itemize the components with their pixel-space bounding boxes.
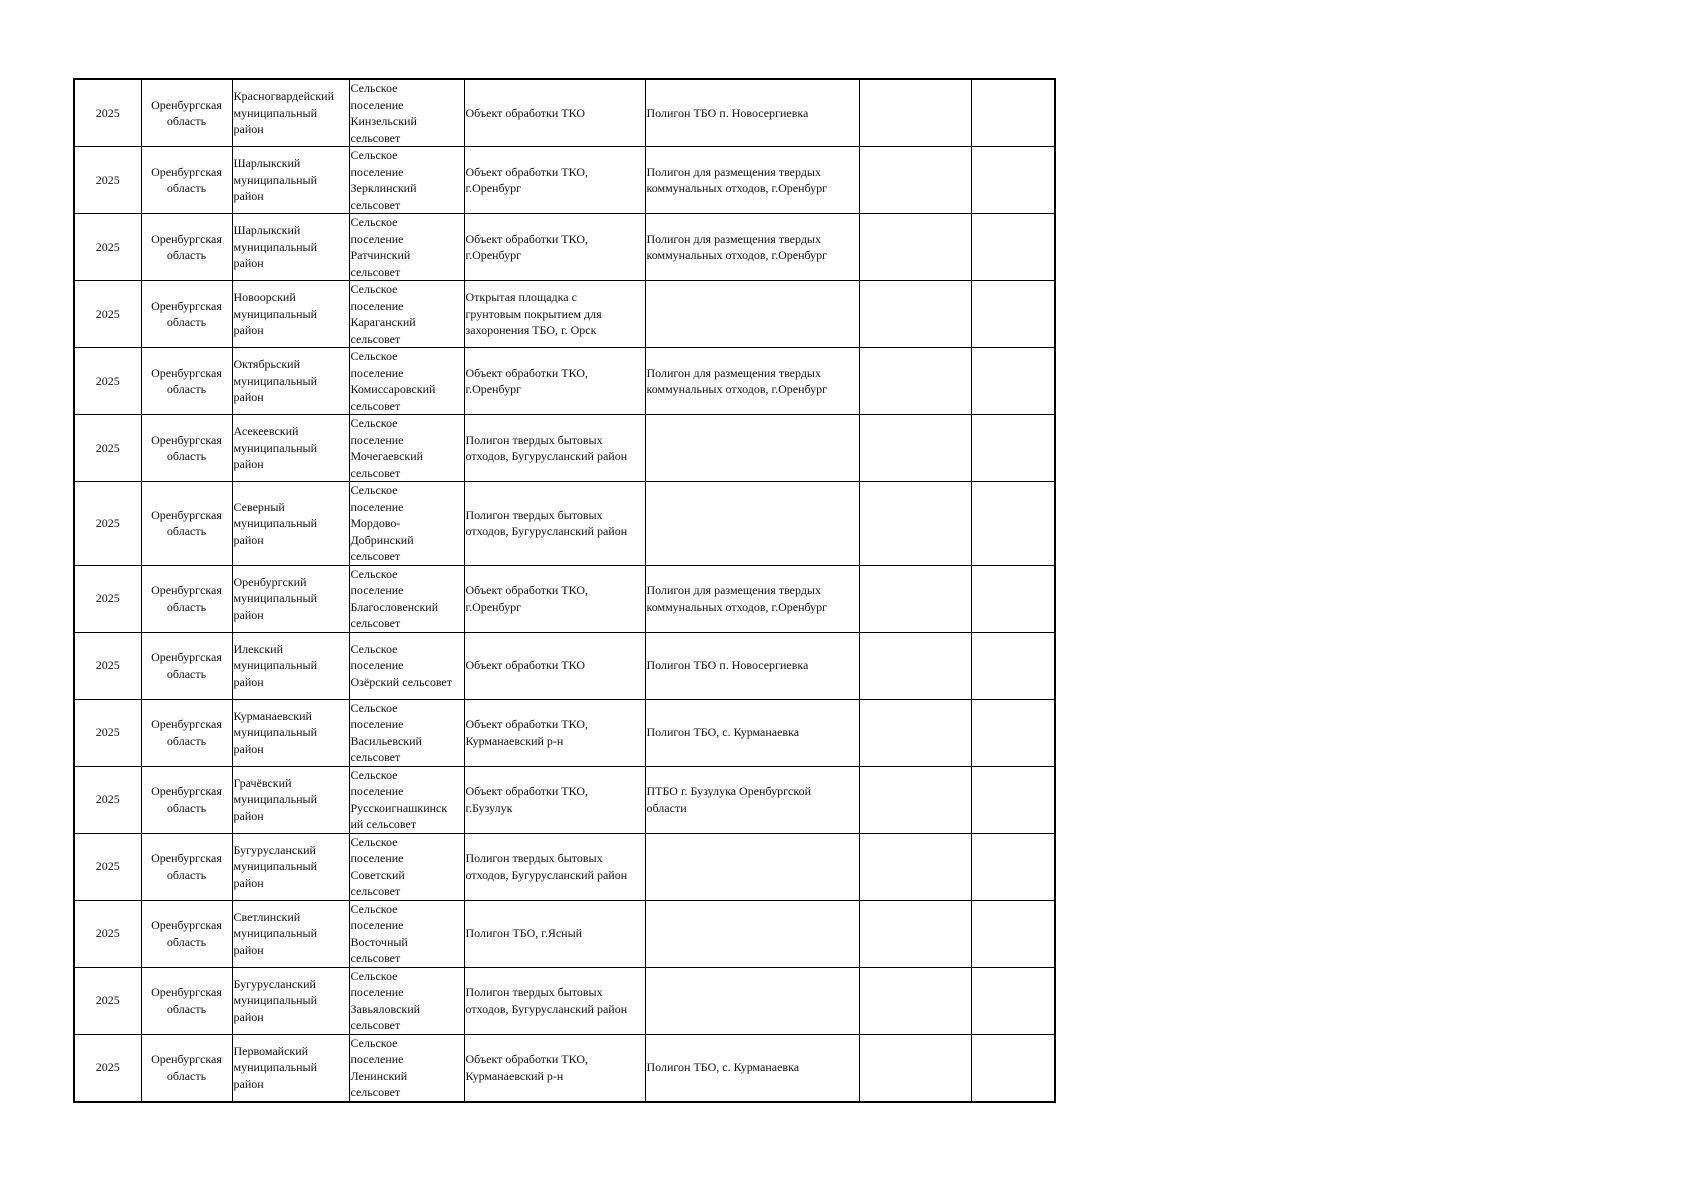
cell-district	[232, 281, 349, 348]
cell-landfill	[645, 967, 859, 1034]
cell-settlement-text: Сельское поселение Зерклинский сельсовет	[350, 148, 417, 212]
cell-region	[141, 967, 232, 1034]
cell-district-text: Оренбургский муниципальный район	[233, 574, 318, 622]
table-row	[74, 833, 1055, 900]
cell-region	[141, 348, 232, 415]
cell-facility	[464, 699, 645, 766]
cell-year-text: 2025	[95, 373, 120, 388]
cell-region-text: Оренбургская область	[151, 784, 222, 815]
cell-empty-8	[971, 699, 1055, 766]
cell-empty-8	[971, 632, 1055, 699]
cell-year	[74, 565, 141, 632]
cell-year-text: 2025	[95, 1060, 120, 1075]
cell-district-text: Октябрьский муниципальный район	[233, 357, 318, 405]
cell-region-text: Оренбургская область	[151, 583, 222, 614]
cell-facility	[464, 565, 645, 632]
cell-district-text: Курманаевский муниципальный район	[233, 708, 318, 756]
table-row	[74, 281, 1055, 348]
cell-district	[232, 1034, 349, 1102]
cell-facility	[464, 147, 645, 214]
cell-landfill	[645, 281, 859, 348]
cell-facility-text: Объект обработки ТКО, г.Оренбург	[465, 164, 588, 195]
cell-district	[232, 79, 349, 147]
table-row	[74, 967, 1055, 1034]
cell-landfill	[645, 348, 859, 415]
cell-empty-7	[859, 967, 971, 1034]
cell-region-text: Оренбургская область	[151, 97, 222, 128]
cell-year-text: 2025	[95, 172, 120, 187]
cell-empty-8	[971, 415, 1055, 482]
cell-district	[232, 967, 349, 1034]
cell-empty-7	[859, 565, 971, 632]
cell-year	[74, 348, 141, 415]
cell-year	[74, 147, 141, 214]
cell-landfill	[645, 766, 859, 833]
cell-year	[74, 699, 141, 766]
cell-empty-8	[971, 967, 1055, 1034]
cell-facility	[464, 482, 645, 566]
cell-year-text: 2025	[95, 926, 120, 941]
cell-settlement	[349, 833, 464, 900]
cell-empty-8	[971, 766, 1055, 833]
cell-settlement-text: Сельское поселение Комиссаровский сельсовет	[350, 349, 436, 413]
cell-landfill	[645, 699, 859, 766]
cell-region-text: Оренбургская область	[151, 164, 222, 195]
cell-region	[141, 147, 232, 214]
cell-district	[232, 766, 349, 833]
table-row	[74, 1034, 1055, 1102]
cell-year-text: 2025	[95, 306, 120, 321]
cell-landfill-text: Полигон для размещения твердых коммунальных отходов, г.Оренбург	[646, 583, 828, 614]
cell-district-text: Бугурусланский муниципальный район	[233, 842, 318, 890]
table-body	[74, 79, 1055, 1102]
cell-landfill	[645, 482, 859, 566]
cell-district	[232, 482, 349, 566]
cell-district-text: Бугурусланский муниципальный район	[233, 976, 318, 1024]
cell-facility	[464, 833, 645, 900]
cell-region	[141, 214, 232, 281]
cell-empty-8	[971, 348, 1055, 415]
cell-district-text: Асекеевский муниципальный район	[233, 424, 318, 472]
cell-year	[74, 900, 141, 967]
cell-district-text: Грачёвский муниципальный район	[233, 775, 318, 823]
cell-empty-7	[859, 281, 971, 348]
cell-district	[232, 147, 349, 214]
table-row	[74, 632, 1055, 699]
cell-year-text: 2025	[95, 725, 120, 740]
cell-empty-7	[859, 1034, 971, 1102]
cell-empty-7	[859, 766, 971, 833]
cell-settlement-text: Сельское поселение Васильевский сельсовет	[350, 700, 422, 764]
cell-year	[74, 1034, 141, 1102]
cell-region-text: Оренбургская область	[151, 365, 222, 396]
cell-settlement-text: Сельское поселение Советский сельсовет	[350, 834, 405, 898]
cell-year-text: 2025	[95, 440, 120, 455]
cell-year	[74, 482, 141, 566]
cell-settlement	[349, 766, 464, 833]
table-row	[74, 482, 1055, 566]
cell-landfill-text: Полигон ТБО п. Новосергиевка	[646, 658, 809, 673]
cell-empty-8	[971, 281, 1055, 348]
cell-empty-8	[971, 1034, 1055, 1102]
cell-facility	[464, 79, 645, 147]
cell-facility-text: Объект обработки ТКО, г.Оренбург	[465, 583, 588, 614]
cell-year	[74, 833, 141, 900]
cell-empty-8	[971, 482, 1055, 566]
cell-region-text: Оренбургская область	[151, 507, 222, 539]
cell-settlement-text: Сельское поселение Озёрский сельсовет	[350, 641, 452, 689]
cell-district	[232, 565, 349, 632]
cell-empty-8	[971, 147, 1055, 214]
cell-region	[141, 281, 232, 348]
cell-facility-text: Полигон твердых бытовых отходов, Бугурусланский район	[465, 985, 628, 1016]
cell-facility	[464, 1034, 645, 1102]
cell-landfill-text: Полигон ТБО п. Новосергиевка	[646, 105, 809, 120]
cell-facility-text: Объект обработки ТКО, г.Оренбург	[465, 365, 588, 396]
cell-facility-text: Объект обработки ТКО, Курманаевский р-н	[465, 1052, 588, 1083]
table-row	[74, 147, 1055, 214]
cell-facility-text: Объект обработки ТКО, Курманаевский р-н	[465, 717, 588, 748]
cell-empty-7	[859, 147, 971, 214]
cell-facility	[464, 967, 645, 1034]
cell-settlement	[349, 482, 464, 566]
cell-year-text: 2025	[95, 993, 120, 1008]
cell-region	[141, 1034, 232, 1102]
cell-settlement	[349, 147, 464, 214]
data-table	[73, 78, 1056, 1103]
cell-empty-8	[971, 214, 1055, 281]
cell-year-text: 2025	[95, 516, 120, 530]
cell-settlement	[349, 632, 464, 699]
cell-facility	[464, 214, 645, 281]
cell-year	[74, 632, 141, 699]
cell-landfill-text: Полигон для размещения твердых коммунальных отходов, г.Оренбург	[646, 164, 828, 195]
cell-landfill-text: Полигон для размещения твердых коммунальных отходов, г.Оренбург	[646, 365, 828, 396]
cell-facility-text: Открытая площадка с грунтовым покрытием для захоронения ТБО, г. Орск	[465, 290, 602, 338]
cell-district	[232, 415, 349, 482]
table-row	[74, 699, 1055, 766]
cell-settlement	[349, 699, 464, 766]
cell-year	[74, 766, 141, 833]
cell-district	[232, 699, 349, 766]
cell-region	[141, 833, 232, 900]
cell-facility-text: Полигон твердых бытовых отходов, Бугурусланский район	[465, 507, 628, 539]
cell-landfill-text: Полигон ТБО, с. Курманаевка	[646, 725, 800, 740]
cell-settlement-text: Сельское поселение Русскоигнашкинск ий сельсовет	[350, 767, 448, 831]
cell-settlement-text: Сельское поселение Мочегаевский сельсовет	[350, 416, 424, 480]
cell-year	[74, 415, 141, 482]
cell-district-text: Шарлыкский муниципальный район	[233, 156, 318, 204]
cell-landfill-text: Полигон для размещения твердых коммунальных отходов, г.Оренбург	[646, 231, 828, 262]
cell-settlement-text: Сельское поселение Завьяловский сельсовет	[350, 968, 421, 1032]
cell-settlement-text: Сельское поселение Караганский сельсовет	[350, 282, 416, 346]
cell-region-text: Оренбургская область	[151, 298, 222, 329]
table-row	[74, 565, 1055, 632]
cell-settlement	[349, 348, 464, 415]
cell-landfill	[645, 1034, 859, 1102]
cell-empty-7	[859, 214, 971, 281]
cell-region	[141, 415, 232, 482]
table-row	[74, 766, 1055, 833]
cell-landfill	[645, 79, 859, 147]
cell-district-text: Шарлыкский муниципальный район	[233, 223, 318, 271]
cell-region	[141, 766, 232, 833]
cell-district-text: Первомайский муниципальный район	[233, 1043, 318, 1091]
cell-landfill-text: ПТБО г. Бузулука Оренбургской области	[646, 784, 812, 815]
table-row	[74, 415, 1055, 482]
cell-landfill	[645, 147, 859, 214]
cell-facility	[464, 348, 645, 415]
cell-settlement-text: Сельское поселение Кинзельский сельсовет	[350, 81, 417, 145]
cell-landfill	[645, 632, 859, 699]
cell-settlement-text: Сельское поселение Мордово- Добринский сельсовет	[350, 483, 414, 563]
cell-year-text: 2025	[95, 591, 120, 606]
cell-district	[232, 348, 349, 415]
cell-region	[141, 565, 232, 632]
cell-facility-text: Объект обработки ТКО, г.Оренбург	[465, 231, 588, 262]
cell-facility	[464, 415, 645, 482]
cell-region	[141, 79, 232, 147]
cell-region-text: Оренбургская область	[151, 717, 222, 748]
cell-year-text: 2025	[95, 792, 120, 807]
cell-empty-7	[859, 699, 971, 766]
cell-region	[141, 900, 232, 967]
cell-year-text: 2025	[95, 859, 120, 874]
cell-district-text: Красногвардейский муниципальный район	[233, 89, 335, 137]
table-row	[74, 79, 1055, 147]
cell-year	[74, 967, 141, 1034]
cell-region	[141, 699, 232, 766]
cell-district	[232, 214, 349, 281]
cell-settlement	[349, 79, 464, 147]
cell-settlement-text: Сельское поселение Восточный сельсовет	[350, 901, 408, 965]
cell-empty-8	[971, 900, 1055, 967]
cell-district-text: Северный муниципальный район	[233, 499, 318, 547]
cell-landfill	[645, 900, 859, 967]
cell-settlement	[349, 967, 464, 1034]
cell-empty-7	[859, 833, 971, 900]
cell-empty-7	[859, 79, 971, 147]
cell-region-text: Оренбургская область	[151, 650, 222, 681]
cell-facility-text: Полигон ТБО, г.Ясный	[465, 926, 583, 941]
cell-district	[232, 632, 349, 699]
cell-facility-text: Объект обработки ТКО	[465, 105, 585, 120]
cell-landfill	[645, 214, 859, 281]
cell-settlement	[349, 900, 464, 967]
cell-district-text: Новоорский муниципальный район	[233, 290, 318, 338]
cell-facility-text: Объект обработки ТКО, г.Бузулук	[465, 784, 588, 815]
table-row	[74, 214, 1055, 281]
cell-settlement	[349, 281, 464, 348]
cell-landfill	[645, 565, 859, 632]
cell-empty-7	[859, 482, 971, 566]
cell-empty-7	[859, 632, 971, 699]
cell-district-text: Илекский муниципальный район	[233, 641, 318, 689]
cell-empty-8	[971, 565, 1055, 632]
cell-facility-text: Объект обработки ТКО	[465, 658, 585, 673]
cell-year-text: 2025	[95, 105, 120, 120]
cell-district	[232, 900, 349, 967]
cell-facility-text: Полигон твердых бытовых отходов, Бугурусланский район	[465, 432, 628, 463]
cell-region-text: Оренбургская область	[151, 1052, 222, 1083]
cell-empty-7	[859, 415, 971, 482]
cell-region-text: Оренбургская область	[151, 432, 222, 463]
cell-year-text: 2025	[95, 239, 120, 254]
cell-facility-text: Полигон твердых бытовых отходов, Бугурусланский район	[465, 851, 628, 882]
cell-district-text: Светлинский муниципальный район	[233, 909, 318, 957]
cell-region-text: Оренбургская область	[151, 231, 222, 262]
cell-settlement	[349, 565, 464, 632]
cell-facility	[464, 900, 645, 967]
cell-empty-8	[971, 833, 1055, 900]
cell-year-text: 2025	[95, 658, 120, 673]
cell-settlement-text: Сельское поселение Ленинский сельсовет	[350, 1035, 408, 1099]
cell-facility	[464, 766, 645, 833]
cell-region	[141, 482, 232, 566]
cell-empty-7	[859, 900, 971, 967]
cell-facility	[464, 281, 645, 348]
cell-settlement	[349, 1034, 464, 1102]
cell-year	[74, 281, 141, 348]
cell-landfill	[645, 833, 859, 900]
cell-district	[232, 833, 349, 900]
cell-settlement	[349, 415, 464, 482]
cell-year	[74, 214, 141, 281]
cell-year	[74, 79, 141, 147]
cell-empty-7	[859, 348, 971, 415]
cell-settlement-text: Сельское поселение Благословенский сельсовет	[350, 566, 439, 630]
cell-region	[141, 632, 232, 699]
cell-landfill	[645, 415, 859, 482]
cell-facility	[464, 632, 645, 699]
cell-region-text: Оренбургская область	[151, 918, 222, 949]
cell-empty-8	[971, 79, 1055, 147]
table-row	[74, 348, 1055, 415]
cell-landfill-text: Полигон ТБО, с. Курманаевка	[646, 1060, 800, 1075]
cell-region-text: Оренбургская область	[151, 851, 222, 882]
cell-region-text: Оренбургская область	[151, 985, 222, 1016]
cell-settlement-text: Сельское поселение Ратчинский сельсовет	[350, 215, 411, 279]
cell-settlement	[349, 214, 464, 281]
table-row	[74, 900, 1055, 967]
